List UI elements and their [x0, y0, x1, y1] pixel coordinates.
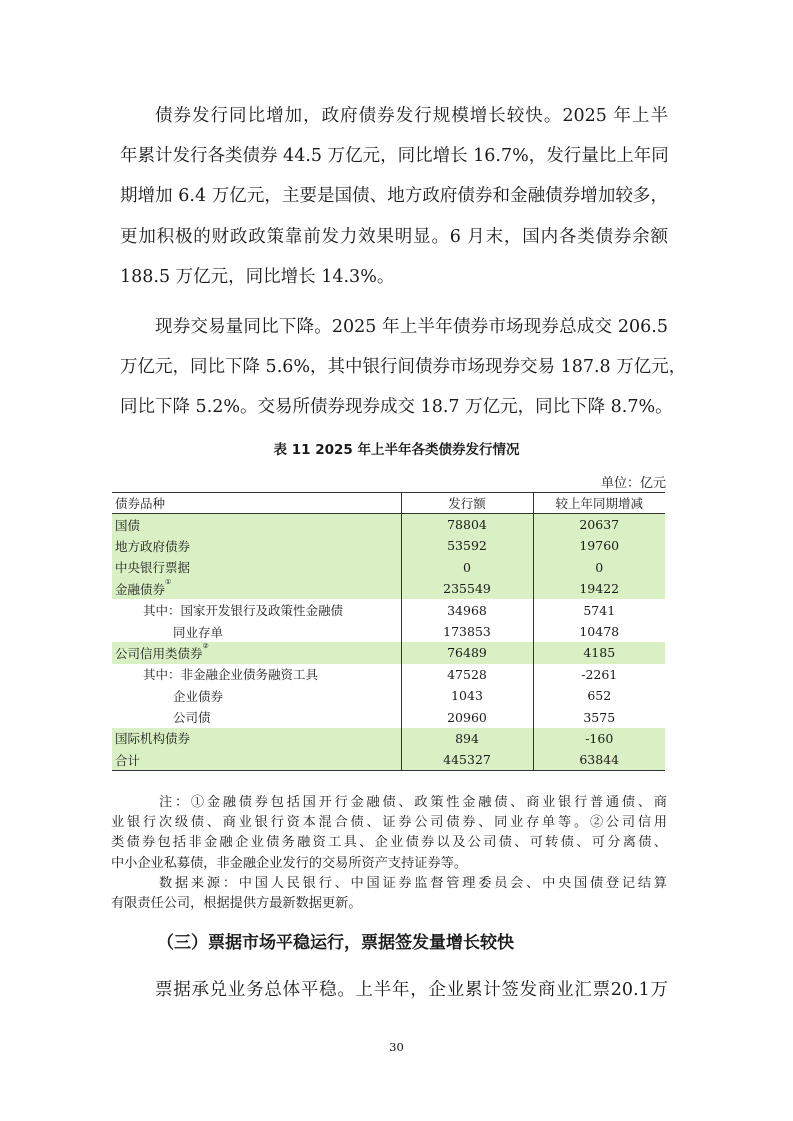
cell-bond-type: [112, 728, 401, 749]
source-line: 数据来源：中国人民银行、中国证券监督管理委员会、中央国债登记结算: [159, 876, 667, 891]
table-row: [112, 514, 665, 535]
cell-bond-type: [112, 535, 401, 556]
header-bond-type: 债券品种: [112, 493, 401, 514]
cell-change: -2261: [533, 664, 665, 685]
cell-issued: 445327: [401, 749, 533, 770]
footnote-marker: ②: [202, 641, 209, 650]
cell-issued: 20960: [401, 706, 533, 727]
table-row: [112, 728, 665, 749]
cell-change: 5741: [533, 599, 665, 620]
cell-bond-type: [112, 557, 401, 578]
cell-change: -160: [533, 728, 665, 749]
header-issued: 发行额: [401, 493, 533, 514]
cell-issued: 76489: [401, 642, 533, 663]
table-row: [112, 749, 665, 770]
paragraph-bond-issuance: [120, 96, 668, 297]
table-header-row: [112, 493, 665, 514]
cell-issued: 34968: [401, 599, 533, 620]
cell-bond-type: [112, 599, 401, 620]
table-unit: 单位：亿元: [600, 476, 666, 491]
bond-type-label: 其中：国家开发银行及政策性金融债: [143, 603, 344, 619]
cell-issued: 235549: [401, 578, 533, 599]
cell-issued: 47528: [401, 664, 533, 685]
paragraph-bill-market: [120, 970, 668, 1010]
bond-type-label: 其中：非金融企业债务融资工具: [143, 667, 319, 683]
bond-issuance-table: [112, 492, 665, 771]
text-line: 同比下降 5.2%。交易所债券现券成交 18.7 万亿元，同比下降 8.7%。: [120, 397, 673, 418]
cell-change: 0: [533, 557, 665, 578]
cell-bond-type: [112, 621, 401, 642]
table-row: [112, 642, 665, 663]
table-row: [112, 664, 665, 685]
table-row: [112, 685, 665, 706]
table-row: [112, 706, 665, 727]
table-row: [112, 578, 665, 599]
text-line: 万亿元，同比下降 5.6%，其中银行间债券市场现券交易 187.8 万亿元，: [120, 357, 687, 378]
table-row: [112, 621, 665, 642]
text-line: 现券交易量同比下降。2025 年上半年债券市场现券总成交 206.5: [155, 317, 668, 337]
cell-bond-type: [112, 685, 401, 706]
cell-change: 20637: [533, 514, 665, 535]
table-row: [112, 557, 665, 578]
note-line: 注：①金融债券包括国开行金融债、政策性金融债、商业银行普通债、商: [159, 795, 667, 810]
cell-change: 10478: [533, 621, 665, 642]
cell-change: 63844: [533, 749, 665, 770]
table-row: [112, 599, 665, 620]
bond-type-label: 企业债券: [173, 688, 224, 704]
bond-type-label: 国债: [115, 517, 141, 533]
table-note: [111, 793, 667, 874]
cell-issued: 173853: [401, 621, 533, 642]
footnote-marker: ①: [165, 577, 172, 586]
note-line: 业银行次级债、商业银行资本混合债、证券公司债券、同业存单等。②公司信用: [111, 815, 667, 831]
section-heading: （三）票据市场平稳运行，票据签发量增长较快: [157, 933, 514, 953]
cell-change: 4185: [533, 642, 665, 663]
cell-issued: 78804: [401, 514, 533, 535]
text-line: 年累计发行各类债券 44.5 万亿元，同比增长 16.7%，发行量比上年同: [120, 146, 669, 167]
bond-type-label: 公司信用类债券: [115, 645, 203, 661]
bond-type-label: 国际机构债券: [115, 731, 191, 747]
cell-issued: 1043: [401, 685, 533, 706]
text-line: 188.5 万亿元，同比增长 14.3%。: [120, 266, 395, 287]
text-line: 票据承兑业务总体平稳。上半年，企业累计签发商业汇票20.1万: [155, 980, 668, 1000]
cell-bond-type: [112, 642, 401, 663]
cell-issued: 0: [401, 557, 533, 578]
cell-change: 652: [533, 685, 665, 706]
table-row: [112, 535, 665, 556]
bond-type-label: 公司债: [173, 710, 211, 726]
page-number: 30: [389, 1040, 404, 1054]
cell-change: 3575: [533, 706, 665, 727]
bond-type-label: 金融债券: [115, 581, 166, 597]
bond-type-label: 合计: [115, 752, 141, 768]
header-change: 较上年同期增减: [533, 493, 665, 514]
bond-type-label: 同业存单: [173, 624, 224, 640]
cell-issued: 53592: [401, 535, 533, 556]
text-line: 更加积极的财政政策靠前发力效果明显。6 月末，国内各类债券余额: [120, 226, 668, 247]
bond-type-label: 地方政府债券: [115, 538, 191, 554]
cell-bond-type: [112, 578, 401, 599]
cell-bond-type: [112, 749, 401, 770]
paragraph-spot-trading: [120, 307, 687, 428]
bond-type-label: 中央银行票据: [115, 560, 191, 576]
cell-bond-type: [112, 664, 401, 685]
note-line: 中小企业私募债，非金融企业发行的交易所资产支持证券等。: [111, 855, 468, 871]
cell-issued: 894: [401, 728, 533, 749]
cell-bond-type: [112, 514, 401, 535]
note-line: 类债券包括非金融企业债务融资工具、企业债券以及公司债、可转债、可分离债、: [111, 835, 667, 851]
text-line: 债券发行同比增加，政府债券发行规模增长较快。2025 年上半: [155, 106, 668, 126]
source-line: 有限责任公司，根据提供方最新数据更新。: [111, 896, 362, 912]
cell-change: 19422: [533, 578, 665, 599]
text-line: 期增加 6.4 万亿元，主要是国债、地方政府债券和金融债券增加较多，: [120, 186, 668, 207]
cell-bond-type: [112, 706, 401, 727]
cell-change: 19760: [533, 535, 665, 556]
table-title: 表 11 2025 年上半年各类债券发行情况: [273, 442, 520, 458]
data-source: [111, 874, 667, 914]
